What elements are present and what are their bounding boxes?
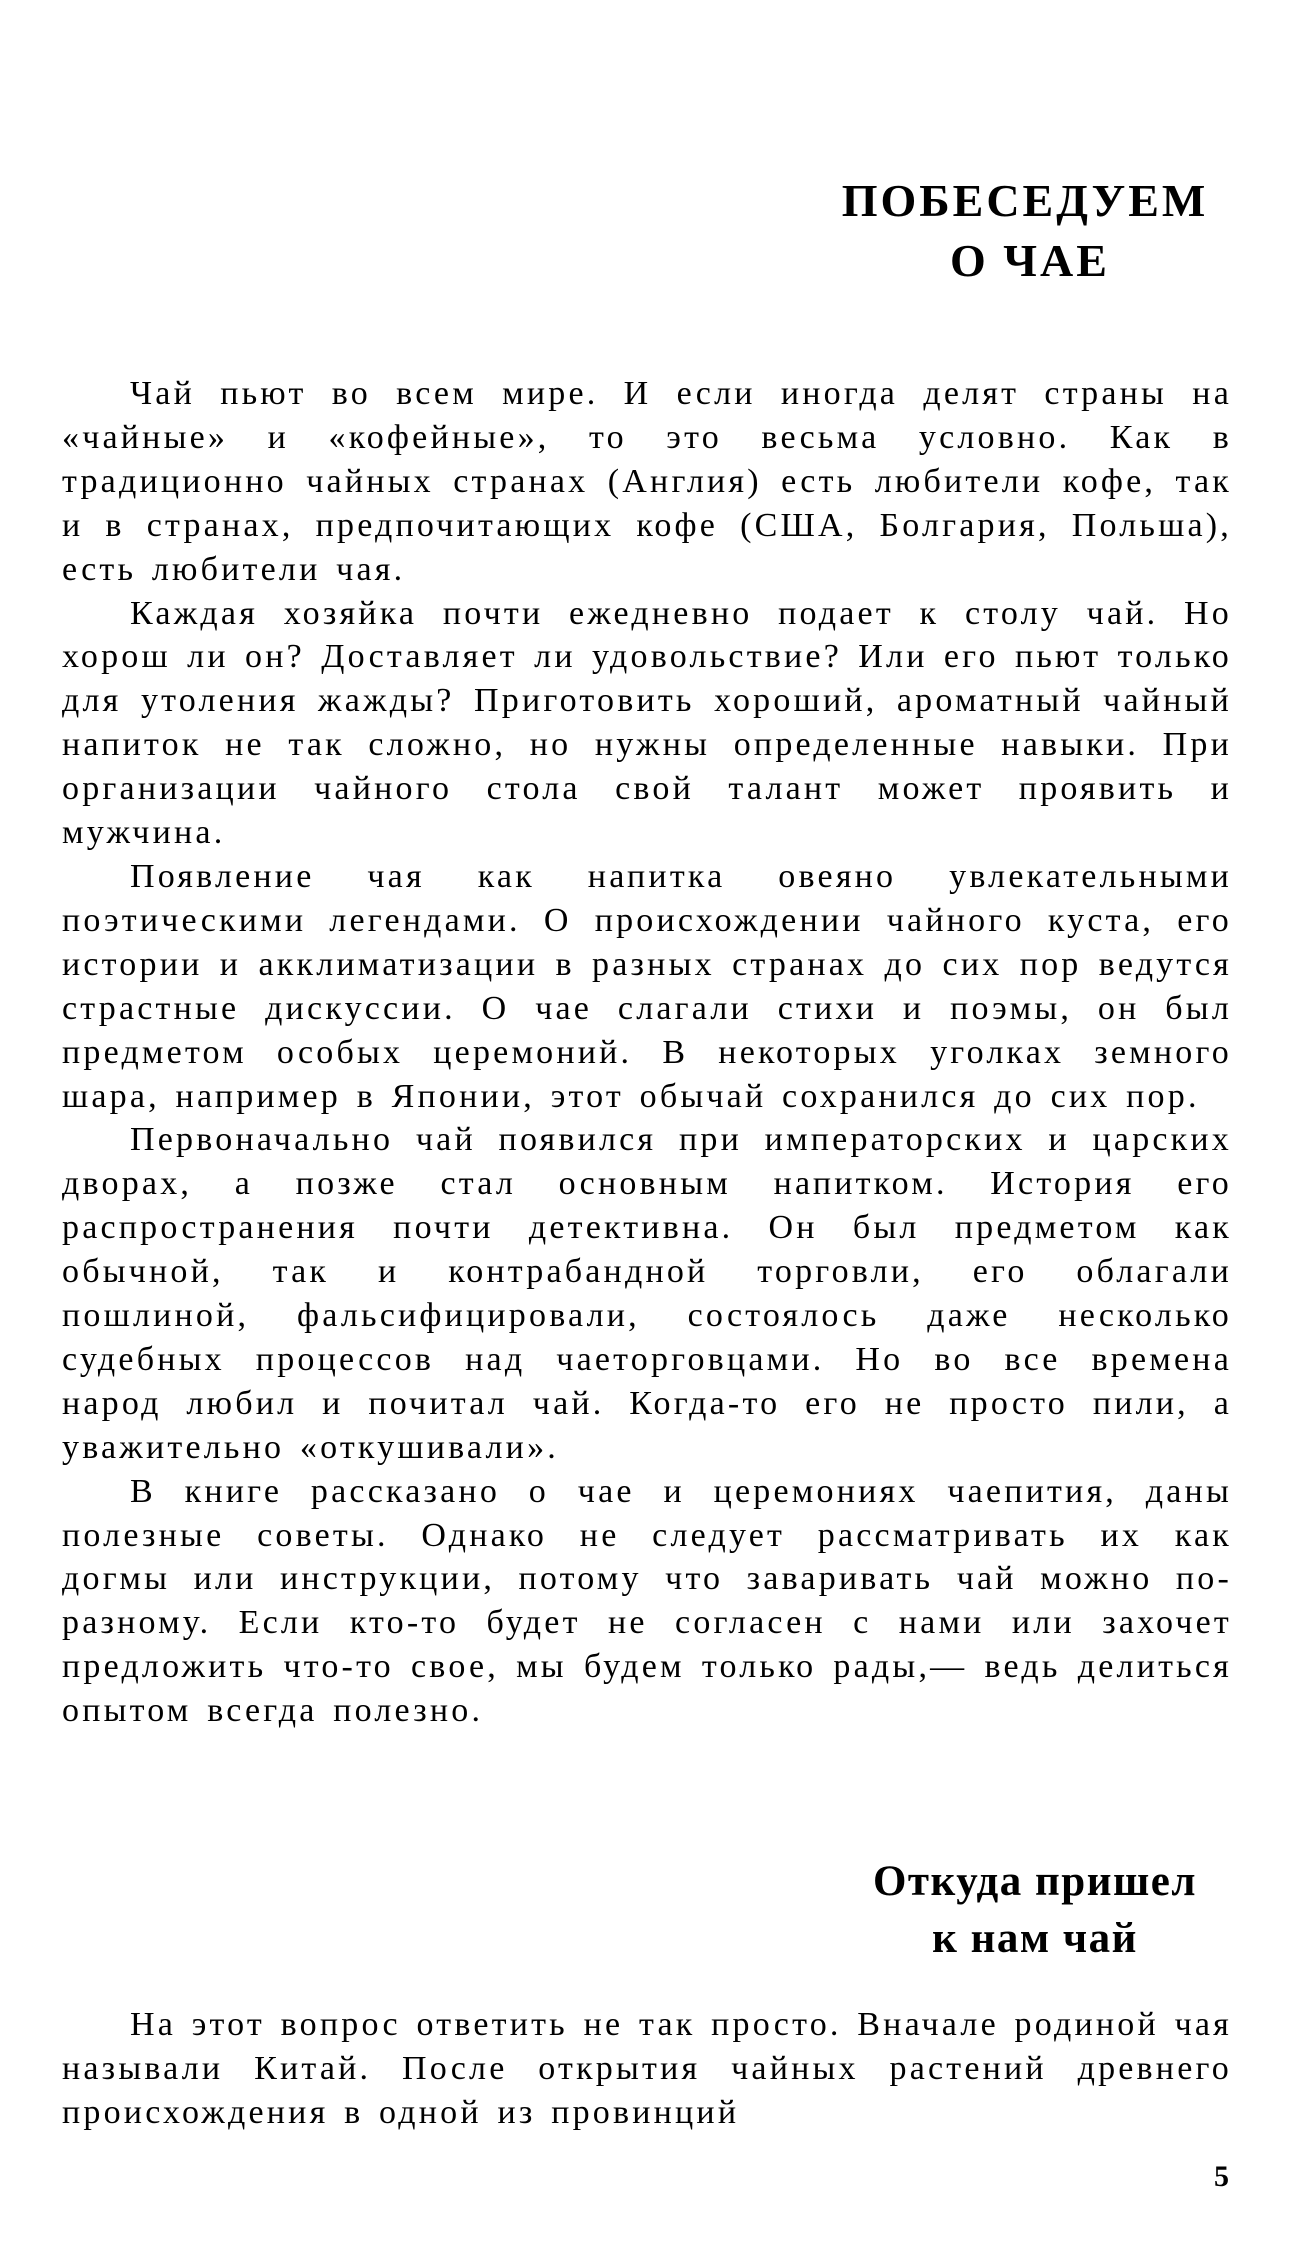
paragraph: Каждая хозяйка почти ежедневно подает к столу чай. Но хорош ли он? Доставляет ли удовольствие? Или его пьют только для утоления жажды? Приготовить хороший, ароматный чайный напиток не так сложно, но нужны определенные навыки. При организации чайного стола свой талант может проявить и мужчина.: [62, 594, 1232, 852]
paragraph: Первоначально чай появился при императорских и царских дворах, а позже стал основным напитком. История его распространения почти детективна. Он был предметом как обычной, так и контрабандной торговли, его облагали пошлиной, фальсифицировали, состоялось даже несколько судебных процессов над чаеторговцами. Но во все времена народ любил и почитал чай. Когда-то его не просто пили, а уважительно «откушивали».: [62, 1121, 1232, 1466]
section-title-line-2: к нам чай: [932, 1915, 1138, 1962]
origin-section: [62, 2003, 1232, 2135]
section-title-line-1: Откуда пришел: [872, 1858, 1197, 1905]
chapter-title-line-2: О ЧАЕ: [950, 235, 1110, 286]
paragraph: Чай пьют во всем мире. И если иногда делят страны на «чайные» и «кофейные», то это весьма условно. Как в традиционно чайных странах (Англия) есть любители кофе, так и в странах, предпочитающих кофе (США, Болгария, Польша), есть любители чая.: [62, 375, 1232, 588]
section-title: [840, 1860, 1230, 1960]
paragraph: В книге рассказано о чае и церемониях чаепития, даны полезные советы. Однако не следует рассматривать их как догмы или инструкции, потому что заваривать чай можно по-разному. Если кто-то будет не согласен с нами или захочет предложить что-то свое, мы будем только рады,— ведь делиться опытом всегда полезно.: [62, 1472, 1232, 1730]
paragraph: На этот вопрос ответить не так просто. Вначале родиной чая называли Китай. После открытия чайных растений древнего происхождения в одной из провинций: [62, 2006, 1232, 2131]
chapter-title: [830, 175, 1220, 286]
page-number: 5: [1214, 2160, 1229, 2193]
chapter-title-line-1: ПОБЕСЕДУЕМ: [841, 175, 1209, 226]
intro-section: [62, 372, 1232, 1733]
paragraph: Появление чая как напитка овеяно увлекательными поэтическими легендами. О происхождении чайного куста, его истории и акклиматизации в разных странах до сих пор ведутся страстные дискуссии. О чае слагали стихи и поэмы, он был предметом особых церемоний. В некоторых уголках земного шара, например в Японии, этот обычай сохранился до сих пор.: [62, 857, 1232, 1115]
